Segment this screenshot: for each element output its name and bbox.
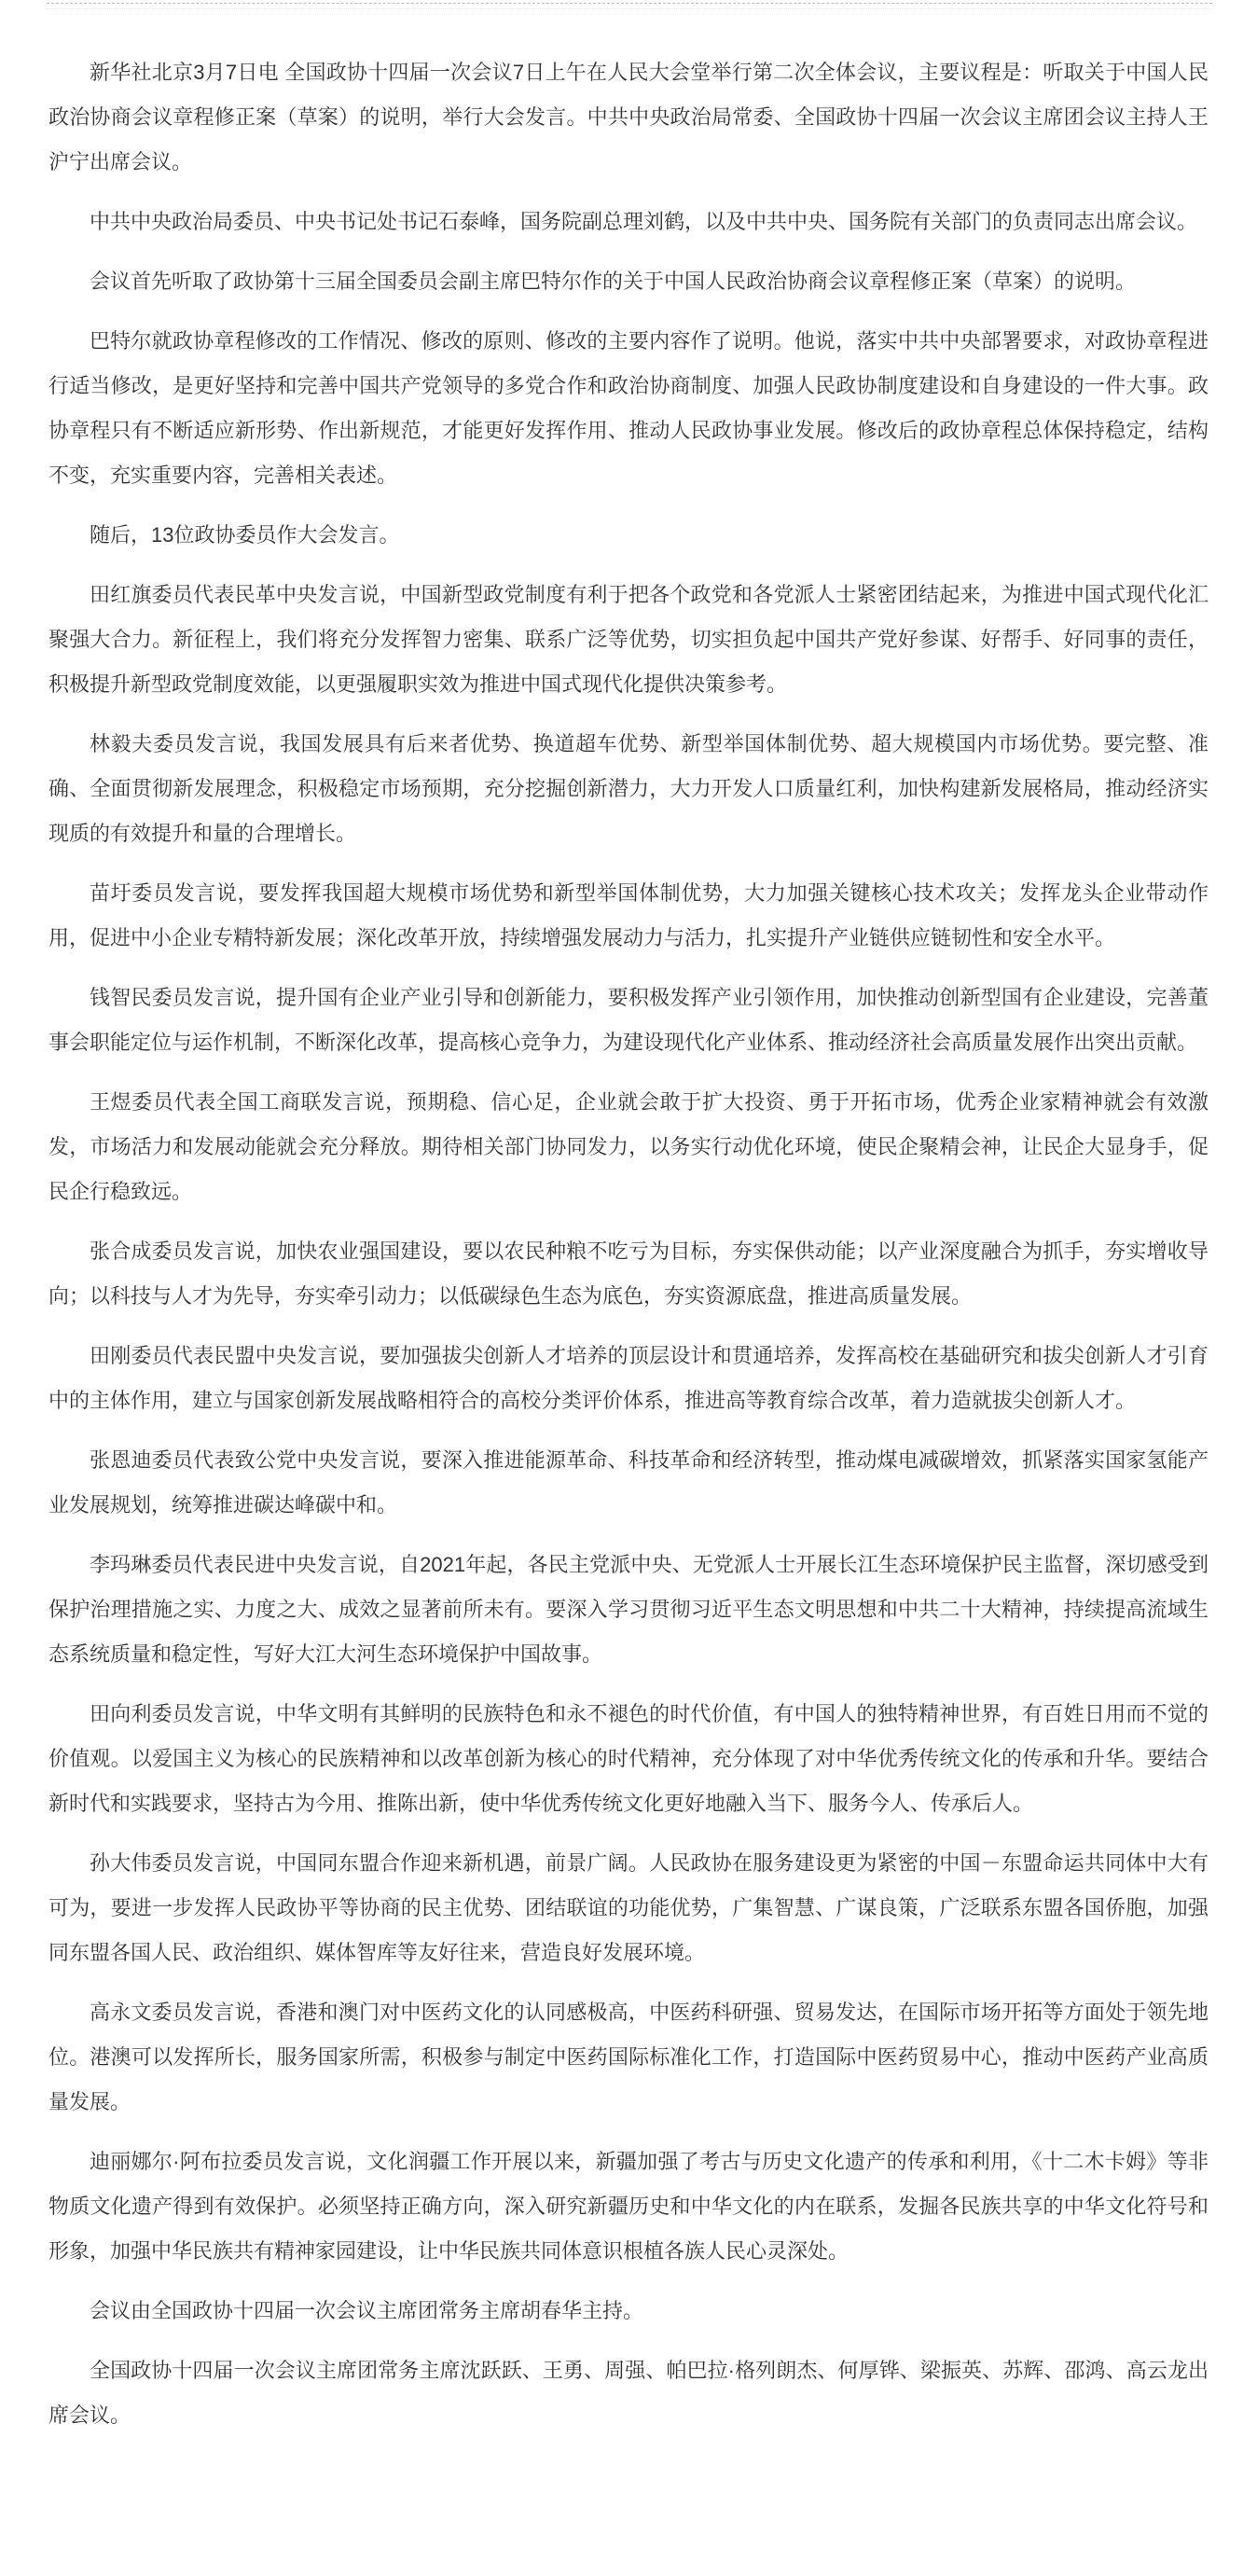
article-paragraph: 迪丽娜尔·阿布拉委员发言说，文化润疆工作开展以来，新疆加强了考古与历史文化遗产的传承和利用，《十二木卡姆》等非物质文化遗产得到有效保护。必须坚持正确方向，深入研究新疆历史和中华文化的内在联系，发掘各民族共享的中华文化符号和形象，加强中华民族共有精神家园建设，让中华民族共同体意识根植各族人民心灵深处。	[48, 2150, 1209, 2263]
article-paragraph: 田向利委员发言说，中华文明有其鲜明的民族特色和永不褪色的时代价值，有中国人的独特精神世界，有百姓日用而不觉的价值观。以爱国主义为核心的民族精神和以改革创新为核心的时代精神，充分体现了对中华优秀传统文化的传承和升华。要结合新时代和实践要求，坚持古为今用、推陈出新，使中华优秀传统文化更好地融入当下、服务今人、传承后人。	[48, 1702, 1209, 1815]
article-paragraph-presider: 会议由全国政协十四届一次会议主席团常务主席胡春华主持。	[90, 2299, 644, 2322]
article-paragraph: 田红旗委员代表民革中央发言说，中国新型政党制度有利于把各个政党和各党派人士紧密团结起来，为推进中国式现代化汇聚强大合力。新征程上，我们将充分发挥智力密集、联系广泛等优势，切实担负起中国共产党好参谋、好帮手、好同事的责任，积极提升新型政党制度效能，以更强履职实效为推进中国式现代化提供决策参考。	[48, 583, 1209, 696]
article-paragraph: 苗圩委员发言说，要发挥我国超大规模市场优势和新型举国体制优势，大力加强关键核心技术攻关；发挥龙头企业带动作用，促进中小企业专精特新发展；深化改革开放，持续增强发展动力与活力，扎实提升产业链供应链韧性和安全水平。	[48, 881, 1209, 949]
article-paragraph: 李玛琳委员代表民进中央发言说，自2021年起，各民主党派中央、无党派人士开展长江生态环境保护民主监督，深切感受到保护治理措施之实、力度之大、成效之显著前所未有。要深入学习贯彻习近平生态文明思想和中共二十大精神，持续提高流域生态系统质量和稳定性，写好大江大河生态环境保护中国故事。	[48, 1553, 1209, 1666]
article-paragraph: 随后，13位政协委员作大会发言。	[90, 523, 400, 547]
article-paragraph: 孙大伟委员发言说，中国同东盟合作迎来新机遇，前景广阔。人民政协在服务建设更为紧密的中国－东盟命运共同体中大有可为，要进一步发挥人民政协平等协商的民主优势、团结联谊的功能优势，广集智慧、广谋良策，广泛联系东盟各国侨胞，加强同东盟各国人民、政治组织、媒体智库等友好往来，营造良好发展环境。	[48, 1851, 1209, 1964]
article-paragraph: 林毅夫委员发言说，我国发展具有后来者优势、换道超车优势、新型举国体制优势、超大规模国内市场优势。要完整、准确、全面贯彻新发展理念，积极稳定市场预期，充分挖掘创新潜力，大力开发人口质量红利，加快构建新发展格局，推动经济实现质的有效提升和量的合理增长。	[48, 732, 1209, 845]
article-paragraph: 张恩迪委员代表致公党中央发言说，要深入推进能源革命、科技革命和经济转型，推动煤电减碳增效，抓紧落实国家氢能产业发展规划，统筹推进碳达峰碳中和。	[48, 1448, 1209, 1517]
article-paragraph: 王煜委员代表全国工商联发言说，预期稳、信心足，企业就会敢于扩大投资、勇于开拓市场，优秀企业家精神就会有效激发，市场活力和发展动能就会充分释放。期待相关部门协同发力，以务实行动优化环境，使民企聚精会神，让民企大显身手，促民企行稳致远。	[48, 1090, 1209, 1203]
article-body	[0, 9, 1257, 2438]
article-paragraph: 田刚委员代表民盟中央发言说，要加强拔尖创新人才培养的顶层设计和贯通培养，发挥高校在基础研究和拔尖创新人才引育中的主体作用，建立与国家创新发展战略相符合的高校分类评价体系，推进高等教育综合改革，着力造就拔尖创新人才。	[48, 1344, 1209, 1412]
article-paragraph: 钱智民委员发言说，提升国有企业产业引导和创新能力，要积极发挥产业引领作用，加快推动创新型国有企业建设，完善董事会职能定位与运作机制，不断深化改革，提高核心竞争力，为建设现代化产业体系、推动经济社会高质量发展作出突出贡献。	[48, 986, 1209, 1054]
article-paragraph: 会议首先听取了政协第十三届全国委员会副主席巴特尔作的关于中国人民政治协商会议章程修正案（草案）的说明。	[90, 270, 1137, 293]
article-paragraph-dateline: 新华社北京3月7日电 全国政协十四届一次会议7日上午在人民大会堂举行第二次全体会议，主要议程是：听取关于中国人民政治协商会议章程修正案（草案）的说明，举行大会发言。中共中央政治局常委、全国政协十四届一次会议主席团会议主持人王沪宁出席会议。	[48, 61, 1209, 173]
article-paragraph-attendees: 全国政协十四届一次会议主席团常务主席沈跃跃、王勇、周强、帕巴拉·格列朗杰、何厚铧、梁振英、苏辉、邵鸿、高云龙出席会议。	[48, 2359, 1209, 2427]
article-paragraph: 巴特尔就政协章程修改的工作情况、修改的原则、修改的主要内容作了说明。他说，落实中共中央部署要求，对政协章程进行适当修改，是更好坚持和完善中国共产党领导的多党合作和政治协商制度、加强人民政协制度建设和自身建设的一件大事。政协章程只有不断适应新形势、作出新规范，才能更好发挥作用、推动人民政协事业发展。修改后的政协章程总体保持稳定，结构不变，充实重要内容，完善相关表述。	[48, 329, 1209, 487]
article-paragraph: 中共中央政治局委员、中央书记处书记石泰峰，国务院副总理刘鹤，以及中共中央、国务院有关部门的负责同志出席会议。	[90, 210, 1198, 233]
article-paragraph: 高永文委员发言说，香港和澳门对中医药文化的认同感极高，中医药科研强、贸易发达，在国际市场开拓等方面处于领先地位。港澳可以发挥所长，服务国家所需，积极参与制定中医药国际标准化工作，打造国际中医药贸易中心，推动中医药产业高质量发展。	[48, 2001, 1209, 2113]
article-paragraph: 张合成委员发言说，加快农业强国建设，要以农民种粮不吃亏为目标，夯实保供动能；以产业深度融合为抓手，夯实增收导向；以科技与人才为先导，夯实牵引动力；以低碳绿色生态为底色，夯实资源底盘，推进高质量发展。	[48, 1240, 1209, 1308]
top-divider	[47, 3, 1212, 9]
